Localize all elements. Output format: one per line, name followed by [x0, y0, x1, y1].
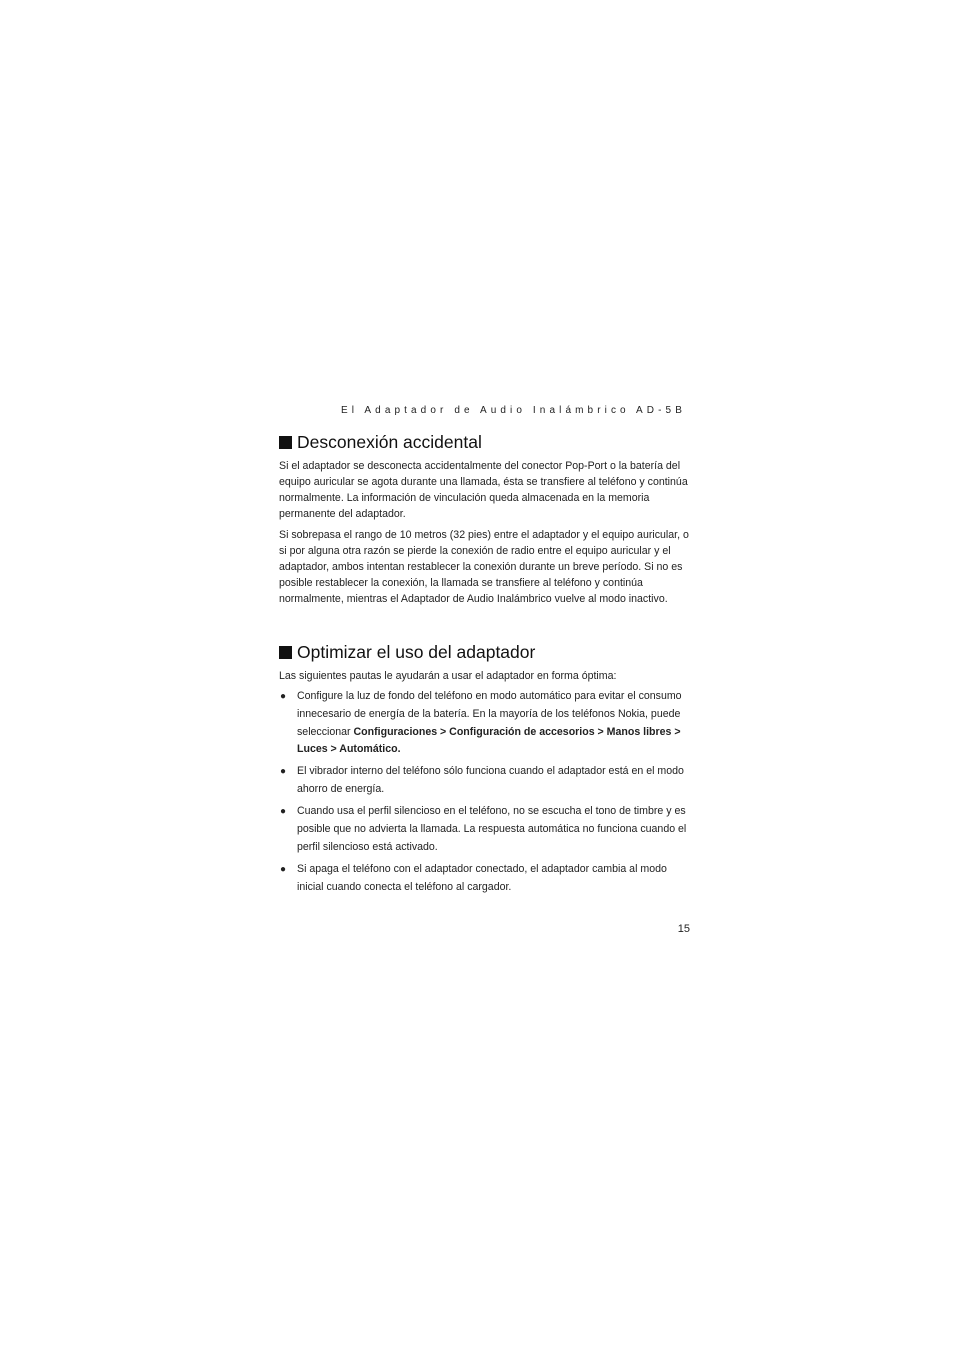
bullet-icon: ●: [280, 806, 287, 817]
list-item-text: Cuando usa el perfil silencioso en el teléfono, no se escucha el tono de timbre y es posible que no advierta la llamada. La respuesta automática no funciona cuando el perfil silencioso está activado.: [297, 805, 687, 853]
list-item: [279, 803, 690, 856]
list-item-text: Si apaga el teléfono con el adaptador conectado, el adaptador cambia al modo inicial cuando conecta el teléfono al cargador.: [297, 863, 667, 893]
paragraph-desconexion-2: Si sobrepasa el rango de 10 metros (32 pies) entre el adaptador y el equipo auricular, o si por alguna otra razón se pierde la conexión de radio entre el equipo auricular y el adaptador, ambos intentan restablecer la conexión durante un breve período. Si no es posible restablecer la conexión, la llamada se transfiere al teléfono y continúa normalmente, mientras el Adaptador de Audio Inalámbrico vuelve al modo inactivo.: [279, 529, 689, 605]
section-title-desconexion: [279, 432, 482, 453]
bullet-icon: ●: [280, 691, 287, 702]
black-square-icon: [279, 646, 292, 659]
menu-path-text: Configuraciones > Configuración de accesorios > Manos libres > Luces > Automático.: [297, 725, 681, 756]
running-header: El Adaptador de Audio Inalámbrico AD-5B: [340, 405, 686, 416]
paragraph-desconexion-1: Si el adaptador se desconecta accidentalmente del conector Pop-Port o la batería del equipo auricular se agota durante una llamada, ésta se transfiere al teléfono y continúa normalmente. La información de vinculación queda almacenada en la memoria permanente del adaptador.: [279, 460, 688, 520]
bullet-icon: ●: [280, 766, 287, 777]
list-item: [279, 688, 690, 759]
section-title-text: Optimizar el uso del adaptador: [297, 642, 536, 662]
list-item: [279, 763, 690, 799]
page-number: 15: [677, 923, 690, 935]
list-item-text: [297, 688, 689, 759]
paragraph-optimizar-intro: Las siguientes pautas le ayudarán a usar el adaptador en forma óptima:: [279, 670, 617, 682]
list-item-plain-text: Configure la luz de fondo del teléfono en modo automático para evitar el consumo innecesario de energía de la batería. En la mayoría de los teléfonos Nokia, puede seleccionar: [297, 690, 682, 738]
list-item-text: El vibrador interno del teléfono sólo funciona cuando el adaptador está en el modo ahorro de energía.: [297, 765, 684, 795]
list-item: [279, 861, 690, 897]
bullet-icon: ●: [280, 864, 287, 875]
section-title-optimizar: [279, 642, 535, 663]
black-square-icon: [279, 436, 292, 449]
section-title-text: Desconexión accidental: [297, 432, 482, 452]
